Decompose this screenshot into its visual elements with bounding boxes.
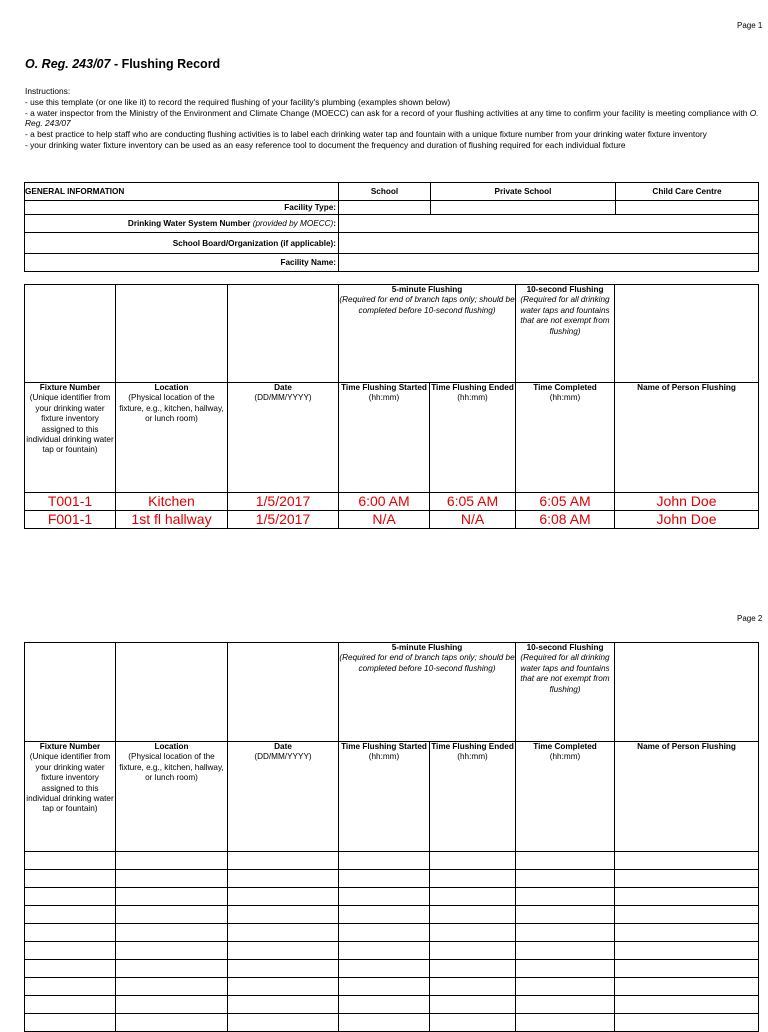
- dws-number-label: Drinking Water System Number (provided by MOECC):: [25, 215, 339, 233]
- time-completed-header: Time Completed (hh:mm): [516, 742, 615, 852]
- blank-cell[interactable]: [430, 852, 516, 870]
- facility-name-field[interactable]: [339, 254, 759, 272]
- example-started[interactable]: 6:00 AM: [339, 493, 430, 511]
- blank-cell[interactable]: [228, 870, 339, 888]
- page-number-1: Page 1: [737, 21, 763, 30]
- blank-cell[interactable]: [339, 906, 430, 924]
- option-school: School: [339, 183, 431, 201]
- blank-cell[interactable]: [25, 870, 116, 888]
- blank-cell[interactable]: [116, 906, 228, 924]
- instruction-line-1: - use this template (or one like it) to record the required flushing of your facility's plumbing (examples shown below): [25, 96, 451, 107]
- blank-cell[interactable]: [430, 906, 516, 924]
- school-board-field[interactable]: [339, 233, 759, 254]
- title-text: - Flushing Record: [110, 57, 221, 71]
- blank-cell[interactable]: [116, 960, 228, 978]
- time-ended-header: Time Flushing Ended (hh:mm): [430, 383, 516, 493]
- example-person[interactable]: John Doe: [615, 511, 759, 529]
- blank-cell[interactable]: [615, 906, 759, 924]
- blank-cell[interactable]: [615, 978, 759, 996]
- blank-cell[interactable]: [516, 906, 615, 924]
- blank-cell[interactable]: [228, 960, 339, 978]
- blank-cell[interactable]: [430, 924, 516, 942]
- school-board-label: School Board/Organization (if applicable):: [25, 233, 339, 254]
- blank-cell[interactable]: [430, 960, 516, 978]
- blank-cell[interactable]: [615, 1014, 759, 1032]
- fixture-number-header: Fixture Number (Unique identifier from your drinking water fixture inventory assigned to this individual drinking water tap or fountain): [25, 383, 116, 493]
- blank-cell[interactable]: [116, 1014, 228, 1032]
- blank-cell[interactable]: [228, 888, 339, 906]
- blank-cell[interactable]: [516, 870, 615, 888]
- facility-type-label: Facility Type:: [25, 201, 339, 215]
- blank-cell[interactable]: [339, 942, 430, 960]
- facility-type-private-field[interactable]: [431, 201, 616, 215]
- title-regulation: O. Reg. 243/07: [25, 57, 111, 71]
- facility-type-school-field[interactable]: [339, 201, 431, 215]
- flushing-table-page-2: [24, 642, 759, 1032]
- table-row: [25, 852, 759, 870]
- blank-cell[interactable]: [228, 852, 339, 870]
- date-header: Date (DD/MM/YYYY): [228, 383, 339, 493]
- table-row: [25, 888, 759, 906]
- blank-cell[interactable]: [339, 1014, 430, 1032]
- table-row: [25, 978, 759, 996]
- blank-cell[interactable]: [25, 906, 116, 924]
- table-row: [25, 924, 759, 942]
- option-private-school: Private School: [431, 183, 616, 201]
- general-info-header: GENERAL INFORMATION: [25, 183, 339, 201]
- ten-second-flushing-header: 10-second Flushing (Required for all drinking water taps and fountains that are not exempt from flushing): [516, 643, 615, 742]
- blank-cell[interactable]: [25, 996, 116, 1014]
- blank-cell[interactable]: [430, 978, 516, 996]
- blank-cell[interactable]: [615, 924, 759, 942]
- instruction-line-2: - a water inspector from the Ministry of the Environment and Climate Change (MOECC) can ask for a record of your flushing activities at any time to confirm your facility is meeting compliance with O. Reg. 243/07: [25, 107, 759, 129]
- blank-cell[interactable]: [339, 852, 430, 870]
- example-person[interactable]: John Doe: [615, 493, 759, 511]
- table-row: [25, 1014, 759, 1032]
- blank-cell[interactable]: [339, 870, 430, 888]
- facility-type-childcare-field[interactable]: [616, 201, 759, 215]
- fixture-number-header: Fixture Number (Unique identifier from your drinking water fixture inventory assigned to this individual drinking water tap or fountain): [25, 742, 116, 852]
- blank-cell[interactable]: [228, 1014, 339, 1032]
- date-header: Date (DD/MM/YYYY): [228, 742, 339, 852]
- instruction-line-4: - your drinking water fixture inventory can be used as an easy reference tool to document the frequency and duration of flushing required for each individual fixture: [25, 139, 626, 150]
- blank-cell[interactable]: [615, 942, 759, 960]
- example-completed[interactable]: 6:05 AM: [516, 493, 615, 511]
- example-started[interactable]: N/A: [339, 511, 430, 529]
- blank-cell[interactable]: [25, 960, 116, 978]
- blank-cell[interactable]: [116, 942, 228, 960]
- blank-cell[interactable]: [430, 942, 516, 960]
- five-minute-flushing-header: 5-minute Flushing (Required for end of branch taps only; should be completed before 10-second flushing): [339, 643, 516, 742]
- blank-cell[interactable]: [516, 1014, 615, 1032]
- instructions-heading: Instructions:: [25, 86, 71, 96]
- blank-cell[interactable]: [116, 888, 228, 906]
- location-header: Location (Physical location of the fixture, e.g., kitchen, hallway, or lunch room): [116, 383, 228, 493]
- table-row: [25, 870, 759, 888]
- example-ended[interactable]: 6:05 AM: [430, 493, 516, 511]
- time-started-header: Time Flushing Started (hh:mm): [339, 742, 430, 852]
- example-ended[interactable]: N/A: [430, 511, 516, 529]
- blank-cell[interactable]: [339, 996, 430, 1014]
- table-row: [25, 906, 759, 924]
- blank-cell[interactable]: [116, 996, 228, 1014]
- blank-cell[interactable]: [228, 978, 339, 996]
- blank-cell[interactable]: [615, 870, 759, 888]
- location-header: Location (Physical location of the fixture, e.g., kitchen, hallway, or lunch room): [116, 742, 228, 852]
- general-information-table: [24, 182, 759, 272]
- blank-cell[interactable]: [516, 924, 615, 942]
- five-minute-flushing-header: 5-minute Flushing (Required for end of branch taps only; should be completed before 10-second flushing): [339, 285, 516, 383]
- person-flushing-header: Name of Person Flushing: [615, 742, 759, 852]
- blank-cell[interactable]: [430, 888, 516, 906]
- blank-cell[interactable]: [516, 852, 615, 870]
- blank-cell[interactable]: [615, 852, 759, 870]
- facility-name-label: Facility Name:: [25, 254, 339, 272]
- example-fixture[interactable]: T001-1: [25, 493, 116, 511]
- table-row: [25, 511, 759, 529]
- example-location[interactable]: 1st fl hallway: [116, 511, 228, 529]
- blank-cell[interactable]: [430, 1014, 516, 1032]
- instructions: [25, 86, 765, 151]
- blank-cell[interactable]: [516, 996, 615, 1014]
- blank-cell[interactable]: [25, 888, 116, 906]
- blank-cell[interactable]: [25, 942, 116, 960]
- table-row: [25, 942, 759, 960]
- blank-cell[interactable]: [228, 996, 339, 1014]
- blank-cell[interactable]: [516, 888, 615, 906]
- blank-cell[interactable]: [615, 888, 759, 906]
- blank-cell[interactable]: [228, 942, 339, 960]
- flushing-table-page-1: [24, 284, 759, 529]
- blank-cell[interactable]: [430, 870, 516, 888]
- blank-cell[interactable]: [116, 924, 228, 942]
- blank-cell[interactable]: [25, 1014, 116, 1032]
- blank-cell[interactable]: [339, 960, 430, 978]
- blank-cell[interactable]: [516, 960, 615, 978]
- blank-cell[interactable]: [228, 924, 339, 942]
- blank-cell[interactable]: [430, 996, 516, 1014]
- time-started-header: Time Flushing Started (hh:mm): [339, 383, 430, 493]
- blank-cell[interactable]: [615, 960, 759, 978]
- example-completed[interactable]: 6:08 AM: [516, 511, 615, 529]
- example-date[interactable]: 1/5/2017: [228, 493, 339, 511]
- blank-cell[interactable]: [615, 996, 759, 1014]
- blank-cell[interactable]: [339, 978, 430, 996]
- blank-cell[interactable]: [25, 852, 116, 870]
- ten-second-flushing-header: 10-second Flushing (Required for all drinking water taps and fountains that are not exempt from flushing): [516, 285, 615, 383]
- blank-cell[interactable]: [25, 978, 116, 996]
- option-child-care-centre: Child Care Centre: [616, 183, 759, 201]
- dws-number-field[interactable]: [339, 215, 759, 233]
- example-location[interactable]: Kitchen: [116, 493, 228, 511]
- page-number-2: Page 2: [737, 614, 763, 623]
- blank-cell[interactable]: [516, 978, 615, 996]
- example-fixture[interactable]: F001-1: [25, 511, 116, 529]
- blank-cell[interactable]: [116, 852, 228, 870]
- blank-rows: [25, 852, 759, 1032]
- document-title: [25, 57, 220, 71]
- blank-cell[interactable]: [516, 942, 615, 960]
- blank-cell[interactable]: [116, 870, 228, 888]
- table-row: [25, 493, 759, 511]
- table-row: [25, 960, 759, 978]
- example-date[interactable]: 1/5/2017: [228, 511, 339, 529]
- person-flushing-header: Name of Person Flushing: [615, 383, 759, 493]
- blank-cell[interactable]: [116, 978, 228, 996]
- table-row: [25, 996, 759, 1014]
- time-completed-header: Time Completed (hh:mm): [516, 383, 615, 493]
- time-ended-header: Time Flushing Ended (hh:mm): [430, 742, 516, 852]
- blank-cell[interactable]: [339, 924, 430, 942]
- blank-cell[interactable]: [339, 888, 430, 906]
- blank-cell[interactable]: [228, 906, 339, 924]
- instruction-line-3: - a best practice to help staff who are conducting flushing activities is to label each drinking water tap and fountain with a unique fixture number from your drinking water fixture inventory: [25, 129, 707, 140]
- blank-cell[interactable]: [25, 924, 116, 942]
